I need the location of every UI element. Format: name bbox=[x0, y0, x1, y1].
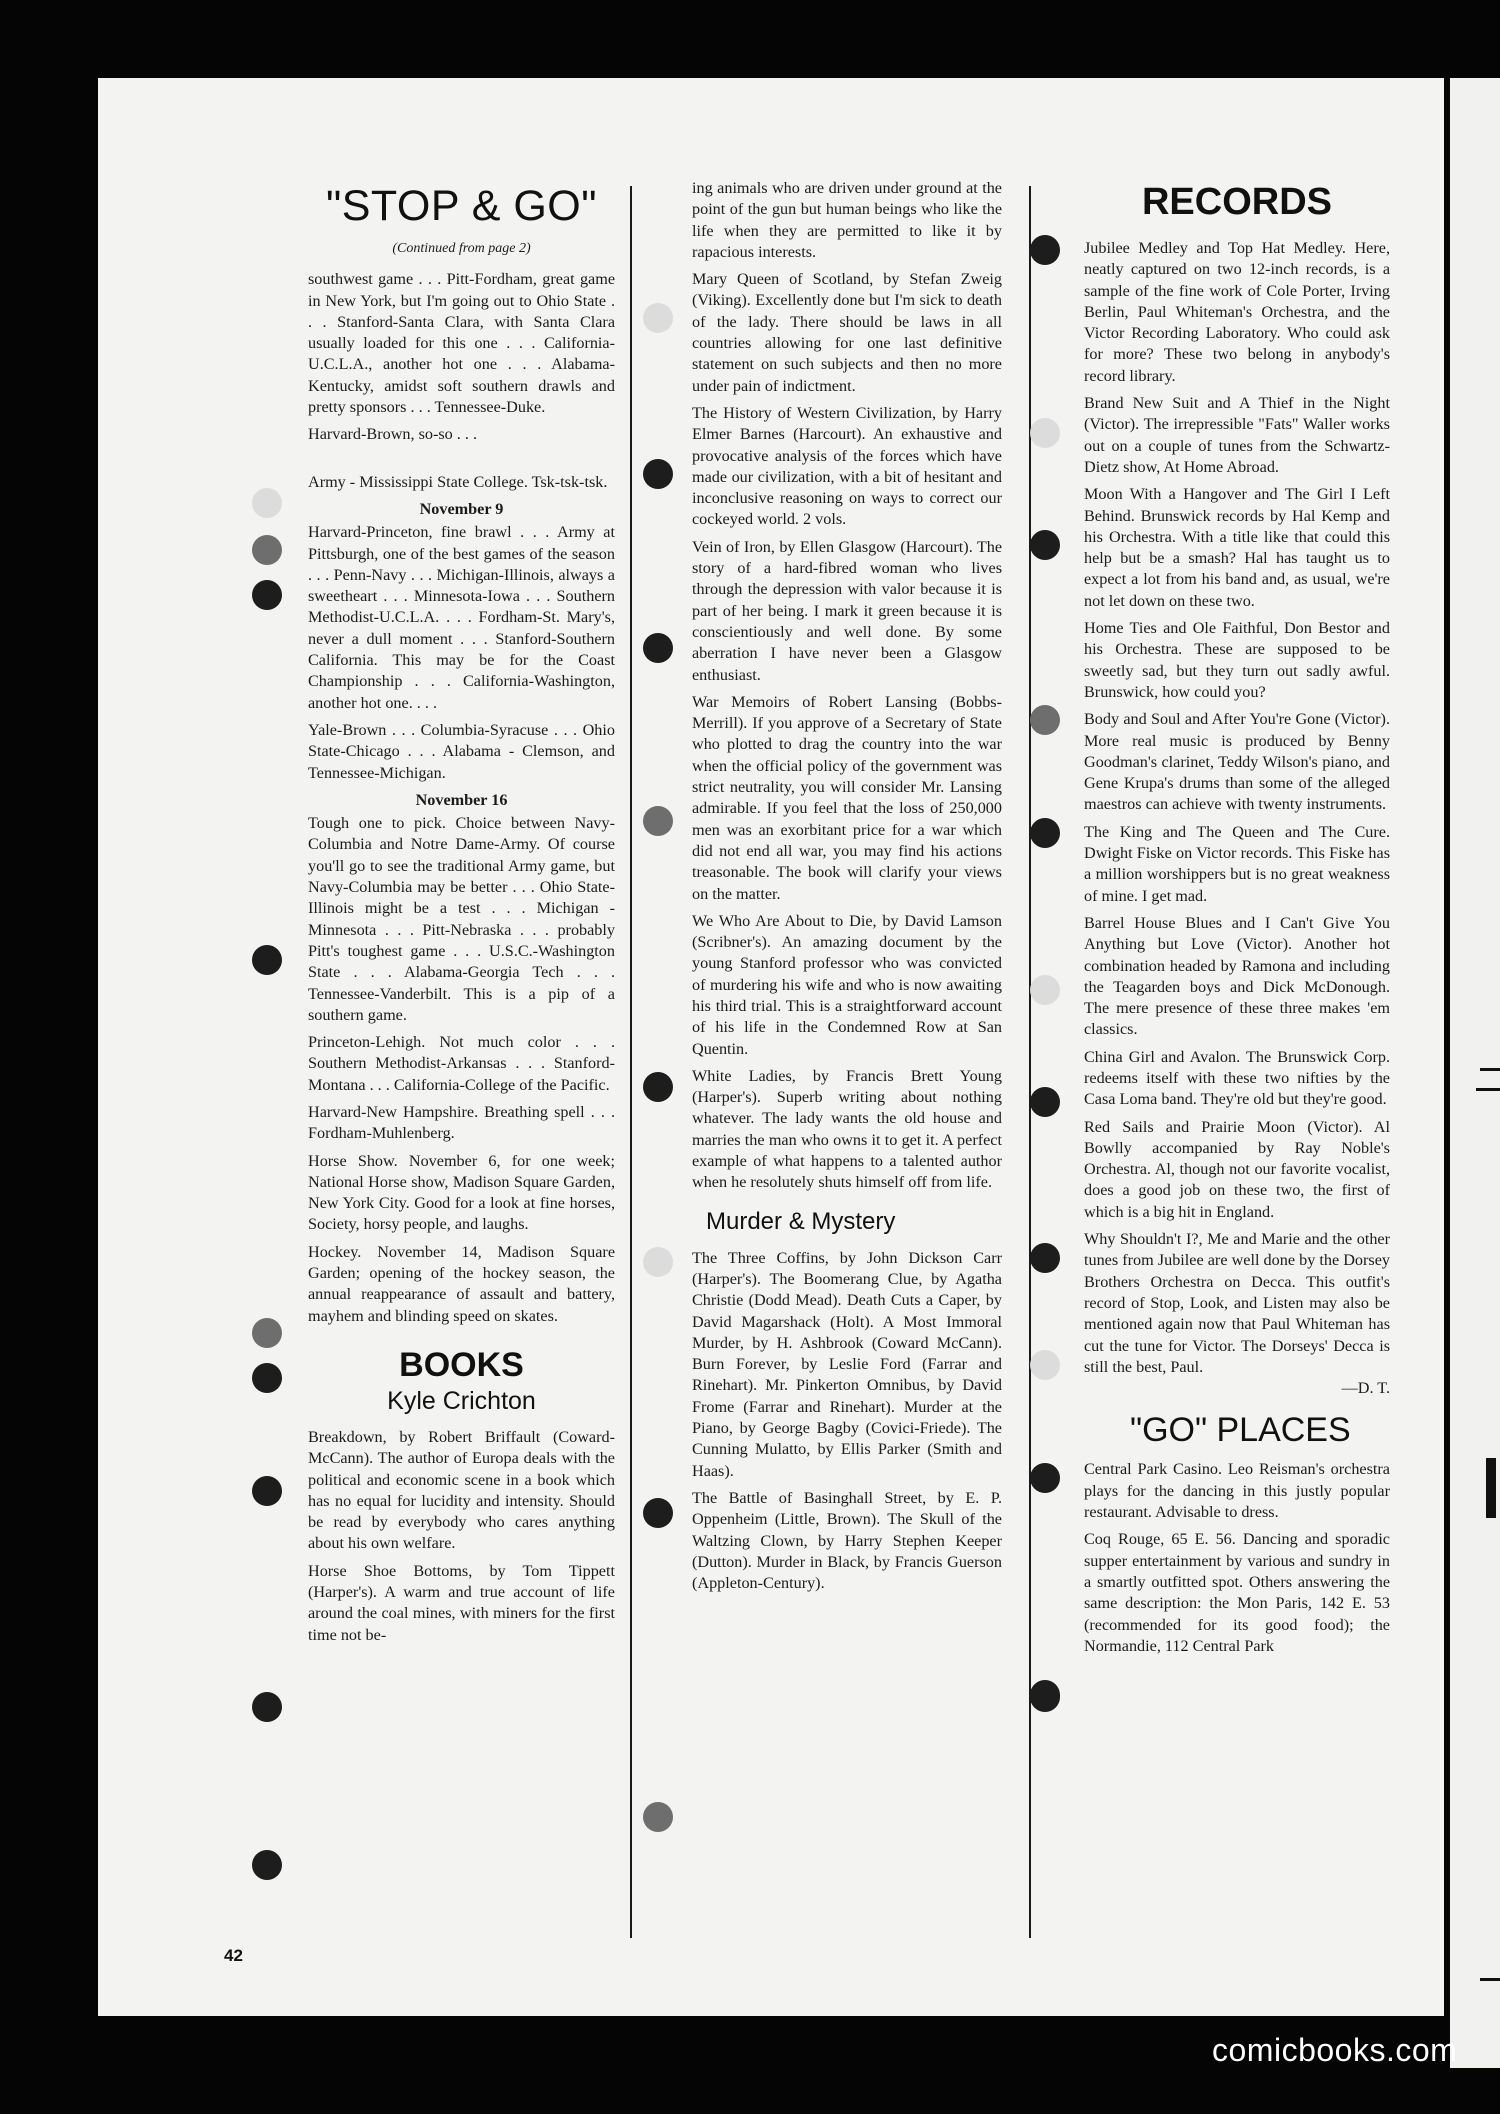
column-middle bbox=[692, 178, 1002, 1600]
margin-dot bbox=[1030, 1350, 1060, 1380]
mystery-paragraph: The Battle of Basinghall Street, by E. P. Oppenheim (Little, Brown). The Skull of the Waltzing Clown, by Harry Stephen Keeper (Dutton). Murder in Black, by Francis Guerson (Appleton-Century). bbox=[692, 1488, 1002, 1593]
margin-dot bbox=[1030, 1243, 1060, 1273]
mystery-heading: Murder & Mystery bbox=[706, 1207, 896, 1235]
column-right bbox=[1084, 178, 1390, 1663]
margin-dot bbox=[1030, 1680, 1060, 1710]
book-review: The History of Western Civilization, by Harry Elmer Barnes (Harcourt). An exhaustive and provocative analysis of the forces which have made our civilization, with a bit of hesitant and inconclusive reasoning on ways to correct our cockeyed world. 2 vols. bbox=[692, 403, 1002, 529]
record-review: Body and Soul and After You're Gone (Victor). More real music is produced by Benny Goodman's clarinet, Teddy Wilson's piano, and Gene Krupa's drums than some of the alleged maestros can achieve with twenty instruments. bbox=[1084, 710, 1390, 814]
site-watermark: comicbooks.com bbox=[1212, 2032, 1458, 2068]
article-paragraph: southwest game . . . Pitt-Fordham, great game in New York, but I'm going out to Ohio State . . . Stanford-Santa Clara, with Santa Clara usually loaded for this one . . . California-U.C.L.A., another hot one . . . Alabama-Kentucky, amidst soft southern drawls and pretty sponsors . . . Tennessee-Duke. bbox=[308, 270, 615, 417]
margin-dot bbox=[252, 488, 282, 518]
record-review: Brand New Suit and A Thief in the Night (Victor). The irrepressible "Fats" Waller works out on a couple of tunes from the Schwartz-Dietz show, At Home Abroad. bbox=[1084, 394, 1390, 476]
margin-dot bbox=[252, 535, 282, 565]
book-review: Mary Queen of Scotland, by Stefan Zweig (Viking). Excellently done but I'm sick to death of the lady. There should be laws in all countries allowing for one last definitive statement on such subjects and then no more under pain of indictment. bbox=[692, 270, 1002, 395]
book-review: White Ladies, by Francis Brett Young (Harper's). Superb writing about nothing whatever. The lady wants the old house and marries the man who owns it to get it. A perfect example of what happens to a talented author when he resolutely shuts himself off from life. bbox=[692, 1066, 1002, 1192]
record-review: Home Ties and Ole Faithful, Don Bestor and his Orchestra. These are supposed to be sweetly sad, but they turn out sadly awful. Brunswick, how could you? bbox=[1084, 619, 1390, 701]
margin-dot bbox=[252, 945, 282, 975]
article-paragraph: Princeton-Lehigh. Not much color . . . Southern Methodist-Arkansas . . . Stanford-Montana . . . California-College of the Pacific. bbox=[308, 1033, 615, 1094]
margin-dot bbox=[643, 1247, 673, 1277]
article-paragraph: Horse Show. November 6, for one week; National Horse show, Madison Square Garden, New York City. Good for a look at fine horses, Society, horsy people, and laughs. bbox=[308, 1151, 615, 1234]
margin-dot bbox=[1030, 705, 1060, 735]
stop-go-title: "STOP & GO" bbox=[325, 182, 598, 230]
margin-dot bbox=[252, 1476, 282, 1506]
book-review: War Memoirs of Robert Lansing (Bobbs-Merrill). If you approve of a Secretary of State who plotted to drag the country into the war when the official policy of the government was strict neutrality, you will consider Mr. Lansing admirable. If you feel that the loss of 250,000 men was an exorbitant price for a war which did not end all war, you may find his actions treasonable. The book will clarify your views on the matter. bbox=[692, 692, 1002, 903]
book-review: Vein of Iron, by Ellen Glasgow (Harcourt). The story of a hard-fibred woman who lives through the depression with valor because it is part of her being. I mark it green because it is conscientiously and well done. By some aberration I have never been a Glasgow enthusiast. bbox=[692, 537, 1002, 684]
books-title: BOOKS bbox=[399, 1345, 524, 1384]
margin-dot bbox=[1030, 818, 1060, 848]
record-review: Why Shouldn't I?, Me and Marie and the other tunes from Jubilee are well done by the Dorsey Brothers Orchestra on Decca. This outfit's record of Stop, Look, and Listen may also be mentioned again now that Paul Whiteman has cut the tune for Victor. The Dorseys' Decca is still the best, Paul. bbox=[1084, 1230, 1390, 1376]
article-paragraph: Tough one to pick. Choice between Navy-Columbia and Notre Dame-Army. Of course you'll go to see the traditional Army game, but Navy-Columbia may be better . . . Ohio State-Illinois might be a test . . . Michigan - Minnesota . . . Pitt-Nebraska . . . probably Pitt's toughest game . . . U.S.C.-Washington State . . . Alabama-Georgia Tech . . . Tennessee-Vanderbilt. This is a pip of a southern game. bbox=[308, 814, 615, 1024]
article-paragraph: Harvard-Princeton, fine brawl . . . Army at Pittsburgh, one of the best games of the season . . . Penn-Navy . . . Michigan-Illinois, always a sweetheart . . . Minnesota-Iowa . . . Southern Methodist-U.C.L.A. . . . Fordham-St. Mary's, never a dull moment . . . Stanford-Southern California. This may be for the Coast Championship . . . California-Washington, another hot one. . . . bbox=[308, 523, 615, 712]
edge-mark bbox=[1480, 1068, 1500, 1071]
edge-mark bbox=[1476, 1088, 1500, 1091]
margin-dot bbox=[252, 1850, 282, 1880]
go-places-paragraph: Coq Rouge, 65 E. 56. Dancing and sporadic supper entertainment by various and sundry in a smartly outfitted spot. Others answering the same description: the Mon Paris, 142 E. 53 (recommended for its good food); the Normandie, 112 Central Park bbox=[1084, 1530, 1390, 1655]
record-review: Red Sails and Prairie Moon (Victor). Al Bowlly accompanied by Ray Noble's Orchestra. Al, though not our favorite vocalist, does a good job on these two, the first of which is a big hit in England. bbox=[1084, 1117, 1390, 1221]
book-review: We Who Are About to Die, by David Lamson (Scribner's). An amazing document by the young Stanford professor who was convicted of murdering his wife and who is now awaiting his third trial. This is a straightforward account of his life in the Condemned Row at San Quentin. bbox=[692, 911, 1002, 1058]
margin-dot bbox=[1030, 418, 1060, 448]
margin-dot bbox=[643, 1802, 673, 1832]
margin-dot bbox=[252, 1692, 282, 1722]
margin-dot bbox=[643, 303, 673, 333]
margin-dot bbox=[1030, 235, 1060, 265]
book-review: Horse Shoe Bottoms, by Tom Tippett (Harper's). A warm and true account of life around the coal mines, with miners for the first time not be- bbox=[308, 1561, 615, 1644]
books-author: Kyle Crichton bbox=[387, 1386, 536, 1415]
margin-dot bbox=[252, 1363, 282, 1393]
column-rule bbox=[1029, 186, 1031, 1938]
edge-mark bbox=[1480, 1978, 1500, 1981]
date-heading: November 16 bbox=[415, 790, 508, 809]
margin-dot bbox=[1030, 1087, 1060, 1117]
margin-dot bbox=[643, 459, 673, 489]
date-heading: November 9 bbox=[419, 499, 504, 518]
article-paragraph: Harvard-New Hampshire. Breathing spell . . . Fordham-Muhlenberg. bbox=[308, 1102, 615, 1143]
margin-dot bbox=[1030, 530, 1060, 560]
article-paragraph: Army - Mississippi State College. Tsk-tsk-tsk. bbox=[308, 472, 608, 491]
record-review: China Girl and Avalon. The Brunswick Corp. redeems itself with these two nifties by the Casa Loma band. They're old but they're good. bbox=[1084, 1047, 1390, 1109]
book-review: ing animals who are driven under ground at the point of the gun but human beings who like the life when they are permitted to like it by rapacious interests. bbox=[692, 179, 1002, 261]
column-rule bbox=[630, 186, 632, 1938]
column-left bbox=[308, 178, 615, 1652]
mystery-paragraph: The Three Coffins, by John Dickson Carr (Harper's). The Boomerang Clue, by Agatha Christie (Dodd Mead). Death Cuts a Caper, by David Magarshack (Holt). A Most Immoral Murder, by H. Ashbrook (Coward McCann). Burn Forever, by Leslie Ford (Farrar and Rinehart). Mr. Pinkerton Omnibus, by David Frome (Farrar and Rinehart). Murder at the Piano, by George Bagby (Covici-Friede). The Cunning Mulatto, by Ellis Parker (Smith and Haas). bbox=[692, 1248, 1002, 1480]
margin-dot bbox=[1030, 975, 1060, 1005]
margin-dot bbox=[643, 806, 673, 836]
article-paragraph: Yale-Brown . . . Columbia-Syracuse . . . Ohio State-Chicago . . . Alabama - Clemson, and Tennessee-Michigan. bbox=[308, 720, 615, 782]
next-page-edge bbox=[1450, 78, 1500, 2068]
records-signature: —D. T. bbox=[1341, 1379, 1390, 1398]
margin-dot bbox=[643, 1072, 673, 1102]
go-places-title: "GO" PLACES bbox=[1130, 1411, 1351, 1450]
book-review: Breakdown, by Robert Briffault (Coward-McCann). The author of Europa deals with the political and economic scene in a book which has no equal for lucidity and intensity. Should be read by everybody who cares anything about his own welfare. bbox=[308, 1427, 615, 1553]
margin-dot bbox=[1030, 1463, 1060, 1493]
records-title: RECORDS bbox=[1141, 181, 1333, 223]
margin-dot bbox=[643, 633, 673, 663]
page-number: 42 bbox=[224, 1946, 243, 1965]
article-paragraph: Hockey. November 14, Madison Square Garden; opening of the hockey season, the annual reappearance of assault and battery, mayhem and blinding speed on skates. bbox=[308, 1242, 615, 1325]
record-review: Moon With a Hangover and The Girl I Left Behind. Brunswick records by Hal Kemp and his Orchestra. With a title like that could this help but be a smash? Hal has taught us to expect a lot from his band and, as usual, we're not let down on these two. bbox=[1084, 485, 1390, 610]
record-review: Barrel House Blues and I Can't Give You Anything but Love (Victor). Another hot combination headed by Ramona and including the Teagarden boys and Dick McDonough. The mere presence of these three makes 'em classics. bbox=[1084, 913, 1390, 1039]
margin-dot bbox=[252, 1318, 282, 1348]
article-paragraph: Harvard-Brown, so-so . . . bbox=[308, 425, 478, 444]
edge-mark bbox=[1486, 1458, 1496, 1518]
margin-dot bbox=[643, 1498, 673, 1528]
continued-note: (Continued from page 2) bbox=[392, 241, 531, 256]
margin-dot bbox=[252, 580, 282, 610]
go-places-paragraph: Central Park Casino. Leo Reisman's orchestra plays for the dancing in this justly popular restaurant. Advisable to dress. bbox=[1084, 1460, 1390, 1522]
record-review: The King and The Queen and The Cure. Dwight Fiske on Victor records. This Fiske has a million worshippers but is no great weakness of mine. I get mad. bbox=[1084, 822, 1390, 905]
record-review: Jubilee Medley and Top Hat Medley. Here, neatly captured on two 12-inch records, is a sample of the fine work of Cole Porter, Irving Berlin, Paul Whiteman's Orchestra, and the Victor Recording Laboratory. Who could ask for more? These two belong in anybody's record library. bbox=[1084, 239, 1390, 385]
